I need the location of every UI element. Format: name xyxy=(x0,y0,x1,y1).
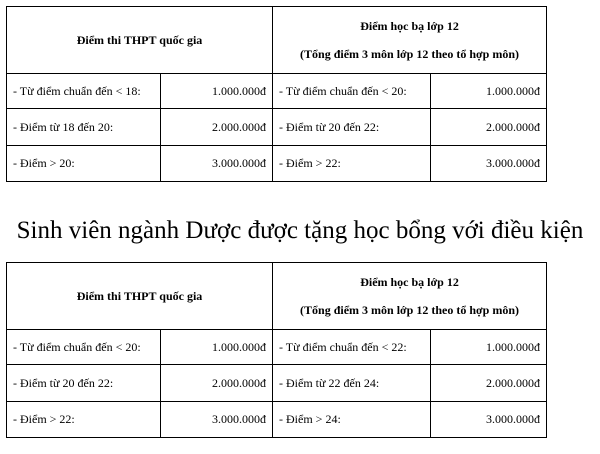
left-criteria: - Điểm từ 20 đến 22: xyxy=(7,365,161,402)
header-transcript-title: Điểm học bạ lớp 12 xyxy=(360,19,459,33)
left-criteria: - Từ điểm chuẩn đến < 20: xyxy=(7,330,161,365)
header-transcript-note: (Tổng điểm 3 môn lớp 12 theo tổ hợp môn) xyxy=(300,303,520,317)
table-row xyxy=(7,402,547,438)
header-transcript-note: (Tổng điểm 3 môn lớp 12 theo tổ hợp môn) xyxy=(300,47,520,61)
header-transcript-title: Điểm học bạ lớp 12 xyxy=(360,275,459,289)
table-row xyxy=(7,109,547,146)
section-heading: Sinh viên ngành Dược được tặng học bổng với điều kiện xyxy=(16,217,584,244)
right-criteria: - Điểm từ 22 đến 24: xyxy=(273,365,431,402)
right-criteria: - Điểm > 24: xyxy=(273,402,431,438)
right-amount: 2.000.000đ xyxy=(431,365,547,402)
left-criteria: - Điểm > 22: xyxy=(7,402,161,438)
scholarship-table-1 xyxy=(6,6,547,182)
left-amount: 2.000.000đ xyxy=(161,109,273,146)
table-row xyxy=(7,365,547,402)
right-amount: 3.000.000đ xyxy=(431,402,547,438)
header-transcript xyxy=(273,7,547,74)
header-national-exam: Điểm thi THPT quốc gia xyxy=(7,7,273,74)
left-amount: 1.000.000đ xyxy=(161,330,273,365)
left-amount: 1.000.000đ xyxy=(161,74,273,109)
table-header-row xyxy=(7,263,547,330)
table-row xyxy=(7,74,547,109)
header-national-exam: Điểm thi THPT quốc gia xyxy=(7,263,273,330)
table-row xyxy=(7,330,547,365)
right-criteria: - Từ điểm chuẩn đến < 20: xyxy=(273,74,431,109)
left-amount: 3.000.000đ xyxy=(161,402,273,438)
table-header-row xyxy=(7,7,547,74)
left-amount: 3.000.000đ xyxy=(161,146,273,182)
left-criteria: - Điểm từ 18 đến 20: xyxy=(7,109,161,146)
right-amount: 3.000.000đ xyxy=(431,146,547,182)
right-amount: 2.000.000đ xyxy=(431,109,547,146)
left-criteria: - Điểm > 20: xyxy=(7,146,161,182)
scholarship-table-2 xyxy=(6,262,547,438)
right-criteria: - Điểm > 22: xyxy=(273,146,431,182)
right-amount: 1.000.000đ xyxy=(431,74,547,109)
header-transcript xyxy=(273,263,547,330)
left-amount: 2.000.000đ xyxy=(161,365,273,402)
right-criteria: - Từ điểm chuẩn đến < 22: xyxy=(273,330,431,365)
left-criteria: - Từ điểm chuẩn đến < 18: xyxy=(7,74,161,109)
right-amount: 1.000.000đ xyxy=(431,330,547,365)
right-criteria: - Điểm từ 20 đến 22: xyxy=(273,109,431,146)
table-row xyxy=(7,146,547,182)
